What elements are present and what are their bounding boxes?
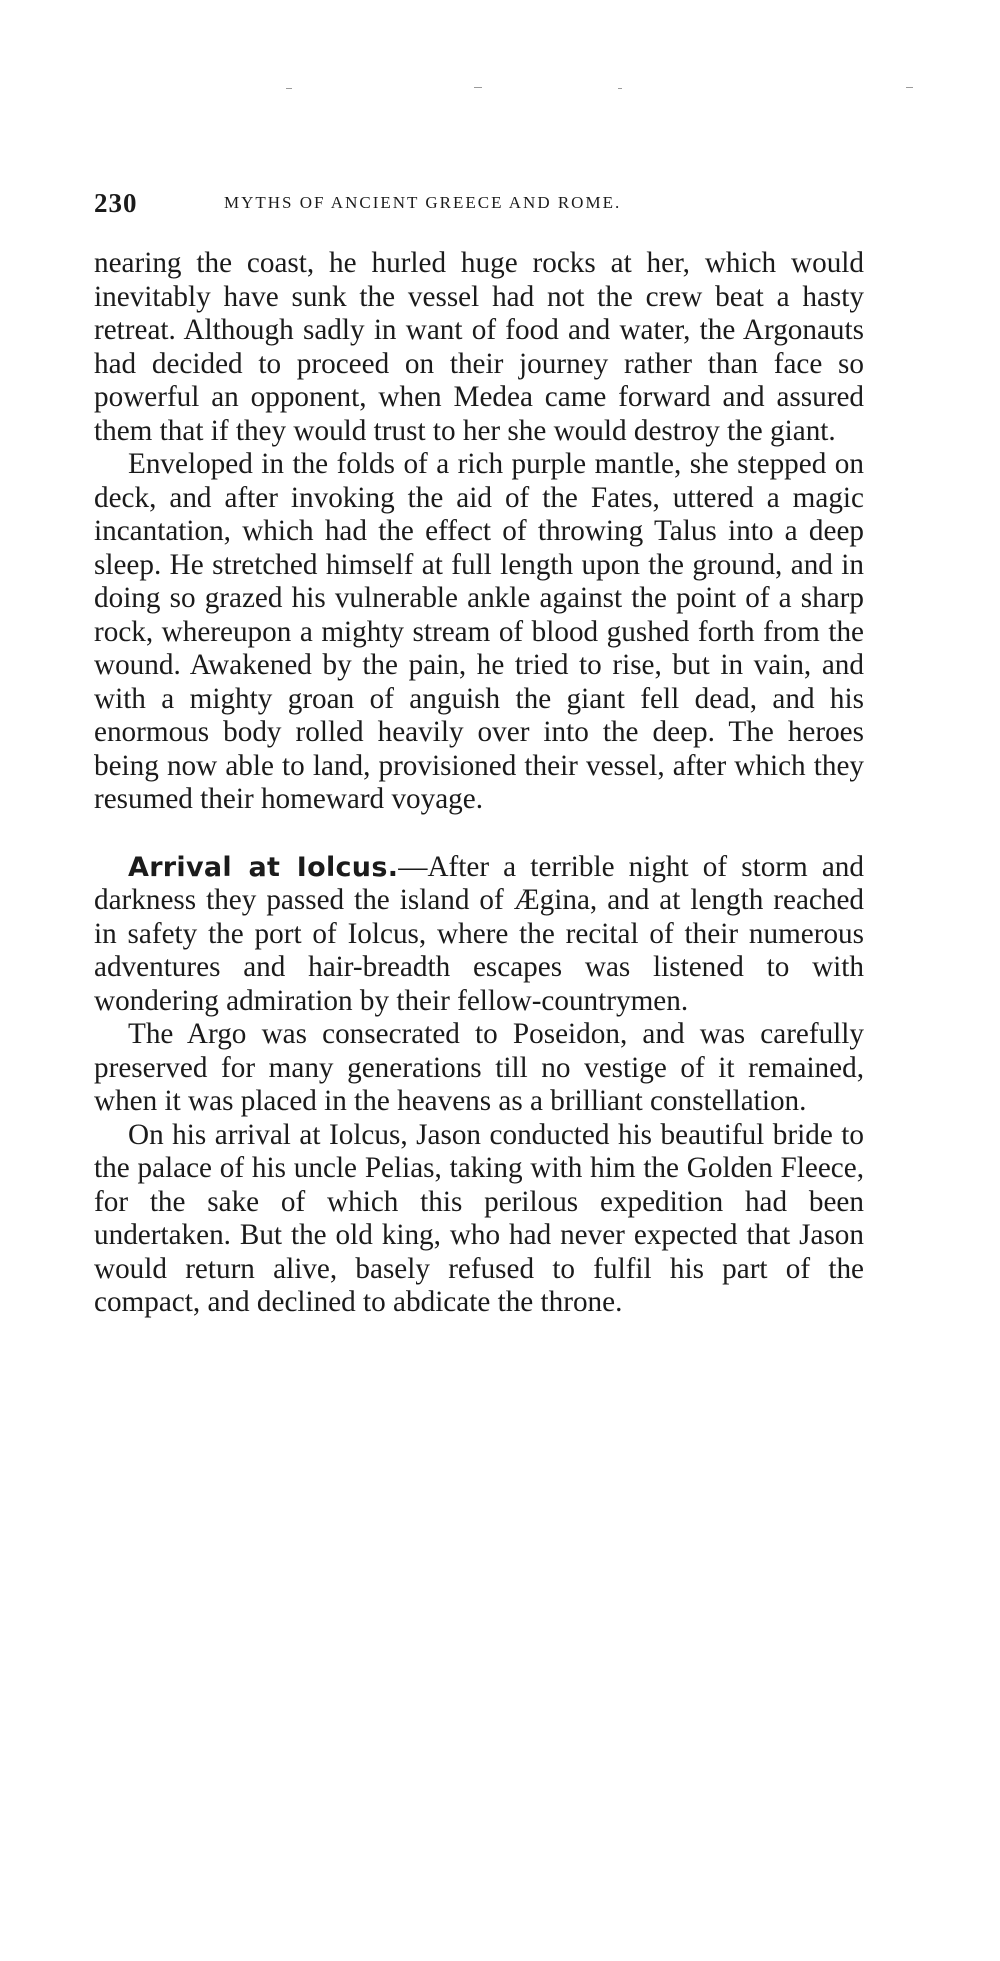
section-gap	[94, 817, 864, 851]
page-number: 230	[94, 188, 138, 218]
running-title: MYTHS OF ANCIENT GREECE AND ROME.	[224, 193, 622, 212]
paragraph-jason: On his arrival at Iolcus, Jason conducted his beautiful bride to the palace of his uncle Pelias, taking with him the Golden Fleece, for the sake of which this perilous expedition had been undertaken. But the old king, who had never expected that Jason would return alive, basely refused to fulfil his part of the compact, and declined to abdicate the throne.	[94, 1118, 864, 1318]
page-header	[94, 188, 734, 218]
section-paragraph-arrival	[94, 851, 864, 1019]
paragraph-argo: The Argo was consecrated to Poseidon, and was carefully preserved for many generations till no vestige of it remained, when it was placed in the heavens as a brilliant constellation.	[94, 1018, 864, 1117]
section-lead-text: —After a terrible night of storm and darkness they passed the island of Ægina, and at length reached in safety the port of Iolcus, where the recital of their numerous adventures and hair-breadth escapes was listened to with wondering admiration by their fellow-countrymen.	[94, 850, 864, 1017]
paragraph-talus: Enveloped in the folds of a rich purple mantle, she stepped on deck, and after invoking the aid of the Fates, uttered a magic incantation, which had the effect of throwing Talus into a deep sleep. He stretched himself at full length upon the ground, and in doing so grazed his vulnerable ankle against the point of a sharp rock, whereupon a mighty stream of blood gushed forth from the wound. Awakened by the pain, he tried to rise, but in vain, and with a mighty groan of anguish the giant fell dead, and his enormous body rolled heavily over into the deep. The heroes being now able to land, provisioned their vessel, after which they resumed their homeward voyage.	[94, 448, 864, 815]
section-heading: Arrival at Iolcus.	[128, 851, 399, 883]
page-body	[94, 247, 864, 1320]
paragraph-continuation: nearing the coast, he hurled huge rocks at her, which would inevitably have sunk the vessel had not the crew beat a hasty retreat. Although sadly in want of food and water, the Argonauts had decided to proceed on their journey rather than face so powerful an opponent, when Medea came forward and assured them that if they would trust to her she would destroy the giant.	[94, 247, 864, 447]
scan-speck	[906, 87, 913, 88]
scan-speck	[618, 88, 622, 89]
scan-speck	[474, 87, 482, 88]
scan-speck	[286, 88, 292, 89]
